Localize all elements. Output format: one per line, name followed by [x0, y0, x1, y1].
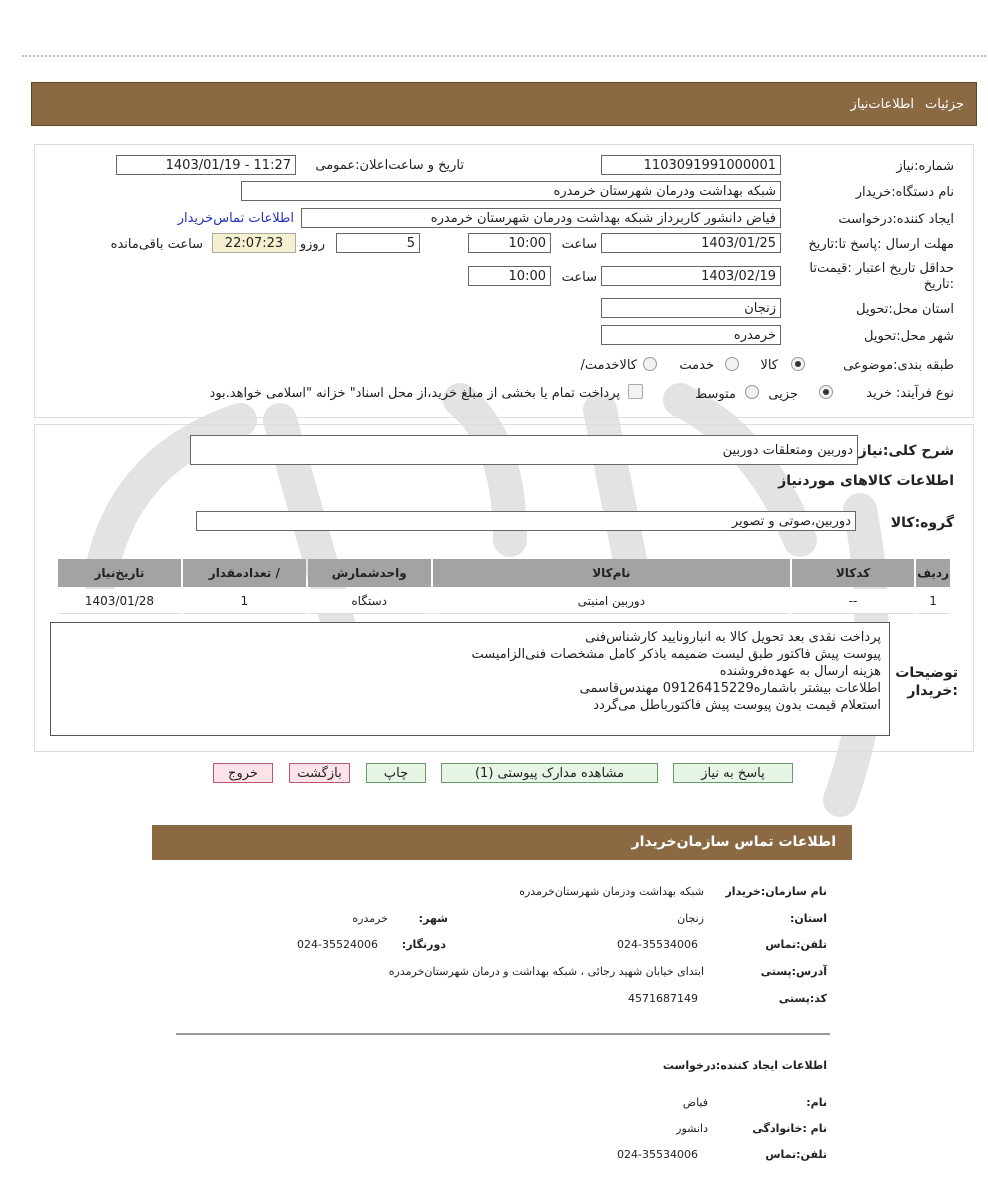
treasury-payment-checkbox[interactable] [628, 384, 643, 399]
view-attachments-button[interactable]: مشاهده مدارک پیوستی (1) [441, 763, 658, 783]
goods-table-header [58, 559, 950, 587]
creator-label: ایجاد کننده:درخواست [838, 212, 954, 227]
province-field: زنجان [601, 298, 781, 318]
contact-org-value: شبکه بهداشت ودرمان شهرستان‌خرمدره [519, 885, 704, 898]
process-medium-label: متوسط [695, 387, 736, 402]
remaining-time-label: ساعت باقی‌مانده [110, 237, 203, 252]
days-field: 5 [336, 233, 420, 253]
creator-name-value: فیاض [682, 1096, 708, 1109]
buyer-notes-box [50, 622, 890, 736]
contact-province-label: :استان [789, 912, 827, 925]
category-label: طبقه بندی:موضوعی [843, 358, 954, 373]
col-unit: واحدشمارش [308, 559, 431, 587]
creator-info-title: اطلاعات ایجاد کننده:درخواست [662, 1059, 827, 1072]
col-need-date: تاریخ‌نیاز [58, 559, 181, 587]
contact-city-value: خرمدره [352, 912, 388, 925]
category-goods-radio[interactable] [791, 357, 805, 371]
note-line: استعلام قیمت بدون پیوست پیش فاکتورباطل می‌گردد [593, 698, 881, 713]
creator-phone-value: 024-35534006 [617, 1148, 698, 1161]
reply-button[interactable]: پاسخ به نیاز [673, 763, 793, 783]
contact-fax-label: :دورنگار [401, 938, 446, 951]
col-code: کدکالا [792, 559, 914, 587]
province-label: استان محل:تحویل [856, 302, 954, 317]
contact-address-value: ابتدای خیابان شهید رجائی ، شبکه بهداشت و درمان شهرستان‌خرمدره [388, 965, 704, 978]
cell-need-date: 1403/01/28 [58, 589, 181, 614]
goods-group-label: گروه:کالا [890, 515, 954, 531]
col-row: ردیف [916, 559, 950, 587]
general-desc-label: شرح کلی:نیاز [858, 443, 954, 459]
goods-info-title: اطلاعات کالاهای موردنیاز [778, 473, 954, 489]
note-line: پیوست پیش فاکتور طبق لیست ضمیمه باذکر کامل مشخصات فنی‌الزامیست [471, 647, 881, 662]
print-button[interactable]: چاپ [366, 763, 426, 783]
cell-name: دوربین امنیتی [433, 589, 790, 614]
process-minor-label: جزیی [768, 387, 798, 402]
goods-table [56, 557, 952, 616]
cell-code: -- [792, 589, 914, 614]
general-desc-field: دوربین ومتعلقات دوربین [190, 435, 858, 465]
city-field: خرمدره [601, 325, 781, 345]
validity-time-field: 10:00 [468, 266, 551, 286]
creator-field: فیاض دانشور کاربرداز شبکه بهداشت ودرمان شهرستان خرمدره [301, 208, 781, 228]
creator-family-label: نام :خانوادگی [752, 1122, 827, 1135]
category-goods-label: کالا [760, 358, 778, 373]
validity-label: حداقل تاریخ اعتبار :قیمت‌تا :تاریخ [809, 261, 954, 292]
contact-postal-label: کد:پستی [778, 992, 827, 1005]
page-header-bar [31, 82, 977, 126]
note-line: پرداخت نقدی بعد تحویل کالا به انبارونایید کارشناس‌فنی [585, 630, 881, 645]
cell-row: 1 [916, 589, 950, 614]
contact-title: اطلاعات تماس سازمان‌خریدار [631, 834, 836, 850]
table-row [58, 589, 950, 614]
treasury-payment-note: پرداخت تمام یا بخشی از مبلغ خرید،از محل اسناد" خزانه "اسلامی خواهد.بود [209, 386, 620, 401]
contact-divider [176, 1033, 830, 1035]
category-service-label: خدمت [679, 358, 714, 373]
announce-label: تاریخ و ساعت‌اعلان:عمومی [315, 158, 464, 173]
process-label: نوع فرآیند: خرید [866, 386, 954, 401]
deadline-time-field: 10:00 [468, 233, 551, 253]
creator-name-label: :نام [806, 1096, 827, 1109]
exit-button[interactable]: خروج [213, 763, 273, 783]
contact-org-label: نام سازمان:خریدار [725, 885, 827, 898]
cell-unit: دستگاه [308, 589, 431, 614]
city-label: شهر محل:تحویل [864, 329, 954, 344]
buyer-contact-link[interactable]: اطلاعات تماس‌خریدار [177, 211, 294, 226]
back-button[interactable]: بازگشت [289, 763, 350, 783]
contact-header-bar [152, 825, 852, 860]
top-divider [22, 55, 986, 57]
note-line: اطلاعات بیشتر باشماره09126415229 مهندس‌قاسمی [579, 681, 881, 696]
tab-need-info[interactable]: اطلاعات‌نیاز [850, 97, 914, 112]
category-service-radio[interactable] [725, 357, 739, 371]
process-medium-radio[interactable] [745, 385, 759, 399]
announce-field: 1403/01/19 - 11:27 [116, 155, 296, 175]
validity-time-label: ساعت [561, 270, 597, 285]
contact-phone-value: 024-35534006 [617, 938, 698, 951]
category-goods-service-radio[interactable] [643, 357, 657, 371]
buyer-org-label: نام دستگاه:خریدار [855, 185, 954, 200]
category-goods-service-label: /کالاخدمت [580, 358, 637, 373]
contact-postal-value: 4571687149 [628, 992, 698, 1005]
tab-details[interactable]: جزئیات [925, 97, 964, 112]
deadline-date-field: 1403/01/25 [601, 233, 781, 253]
col-quantity: / تعدادمقدار [183, 559, 306, 587]
contact-province-value: زنجان [677, 912, 704, 925]
validity-date-field: 1403/02/19 [601, 266, 781, 286]
days-label: روزو [299, 237, 325, 252]
remaining-time-field: 22:07:23 [212, 233, 296, 253]
creator-family-value: دانشور [676, 1122, 708, 1135]
contact-fax-value: 024-35524006 [297, 938, 378, 951]
contact-address-label: آدرس:پستی [760, 965, 827, 978]
buyer-org-field: شبکه بهداشت ودرمان شهرستان خرمدره [241, 181, 781, 201]
deadline-label: مهلت ارسال :پاسخ تا:تاریخ [808, 237, 954, 252]
buyer-notes-label: توضیحات :خریدار [895, 665, 958, 699]
deadline-time-label: ساعت [561, 237, 597, 252]
contact-city-label: :شهر [418, 912, 448, 925]
process-minor-radio[interactable] [819, 385, 833, 399]
need-number-label: شماره:نیاز [896, 159, 954, 174]
col-name: نام‌کالا [433, 559, 790, 587]
goods-group-field: دوربین،صوتی و تصویر [196, 511, 856, 531]
note-line: هزینه ارسال به عهده‌فروشنده [719, 664, 881, 679]
cell-quantity: 1 [183, 589, 306, 614]
contact-phone-label: تلفن:تماس [765, 938, 827, 951]
need-number-field: 1103091991000001 [601, 155, 781, 175]
creator-phone-label: تلفن:تماس [765, 1148, 827, 1161]
